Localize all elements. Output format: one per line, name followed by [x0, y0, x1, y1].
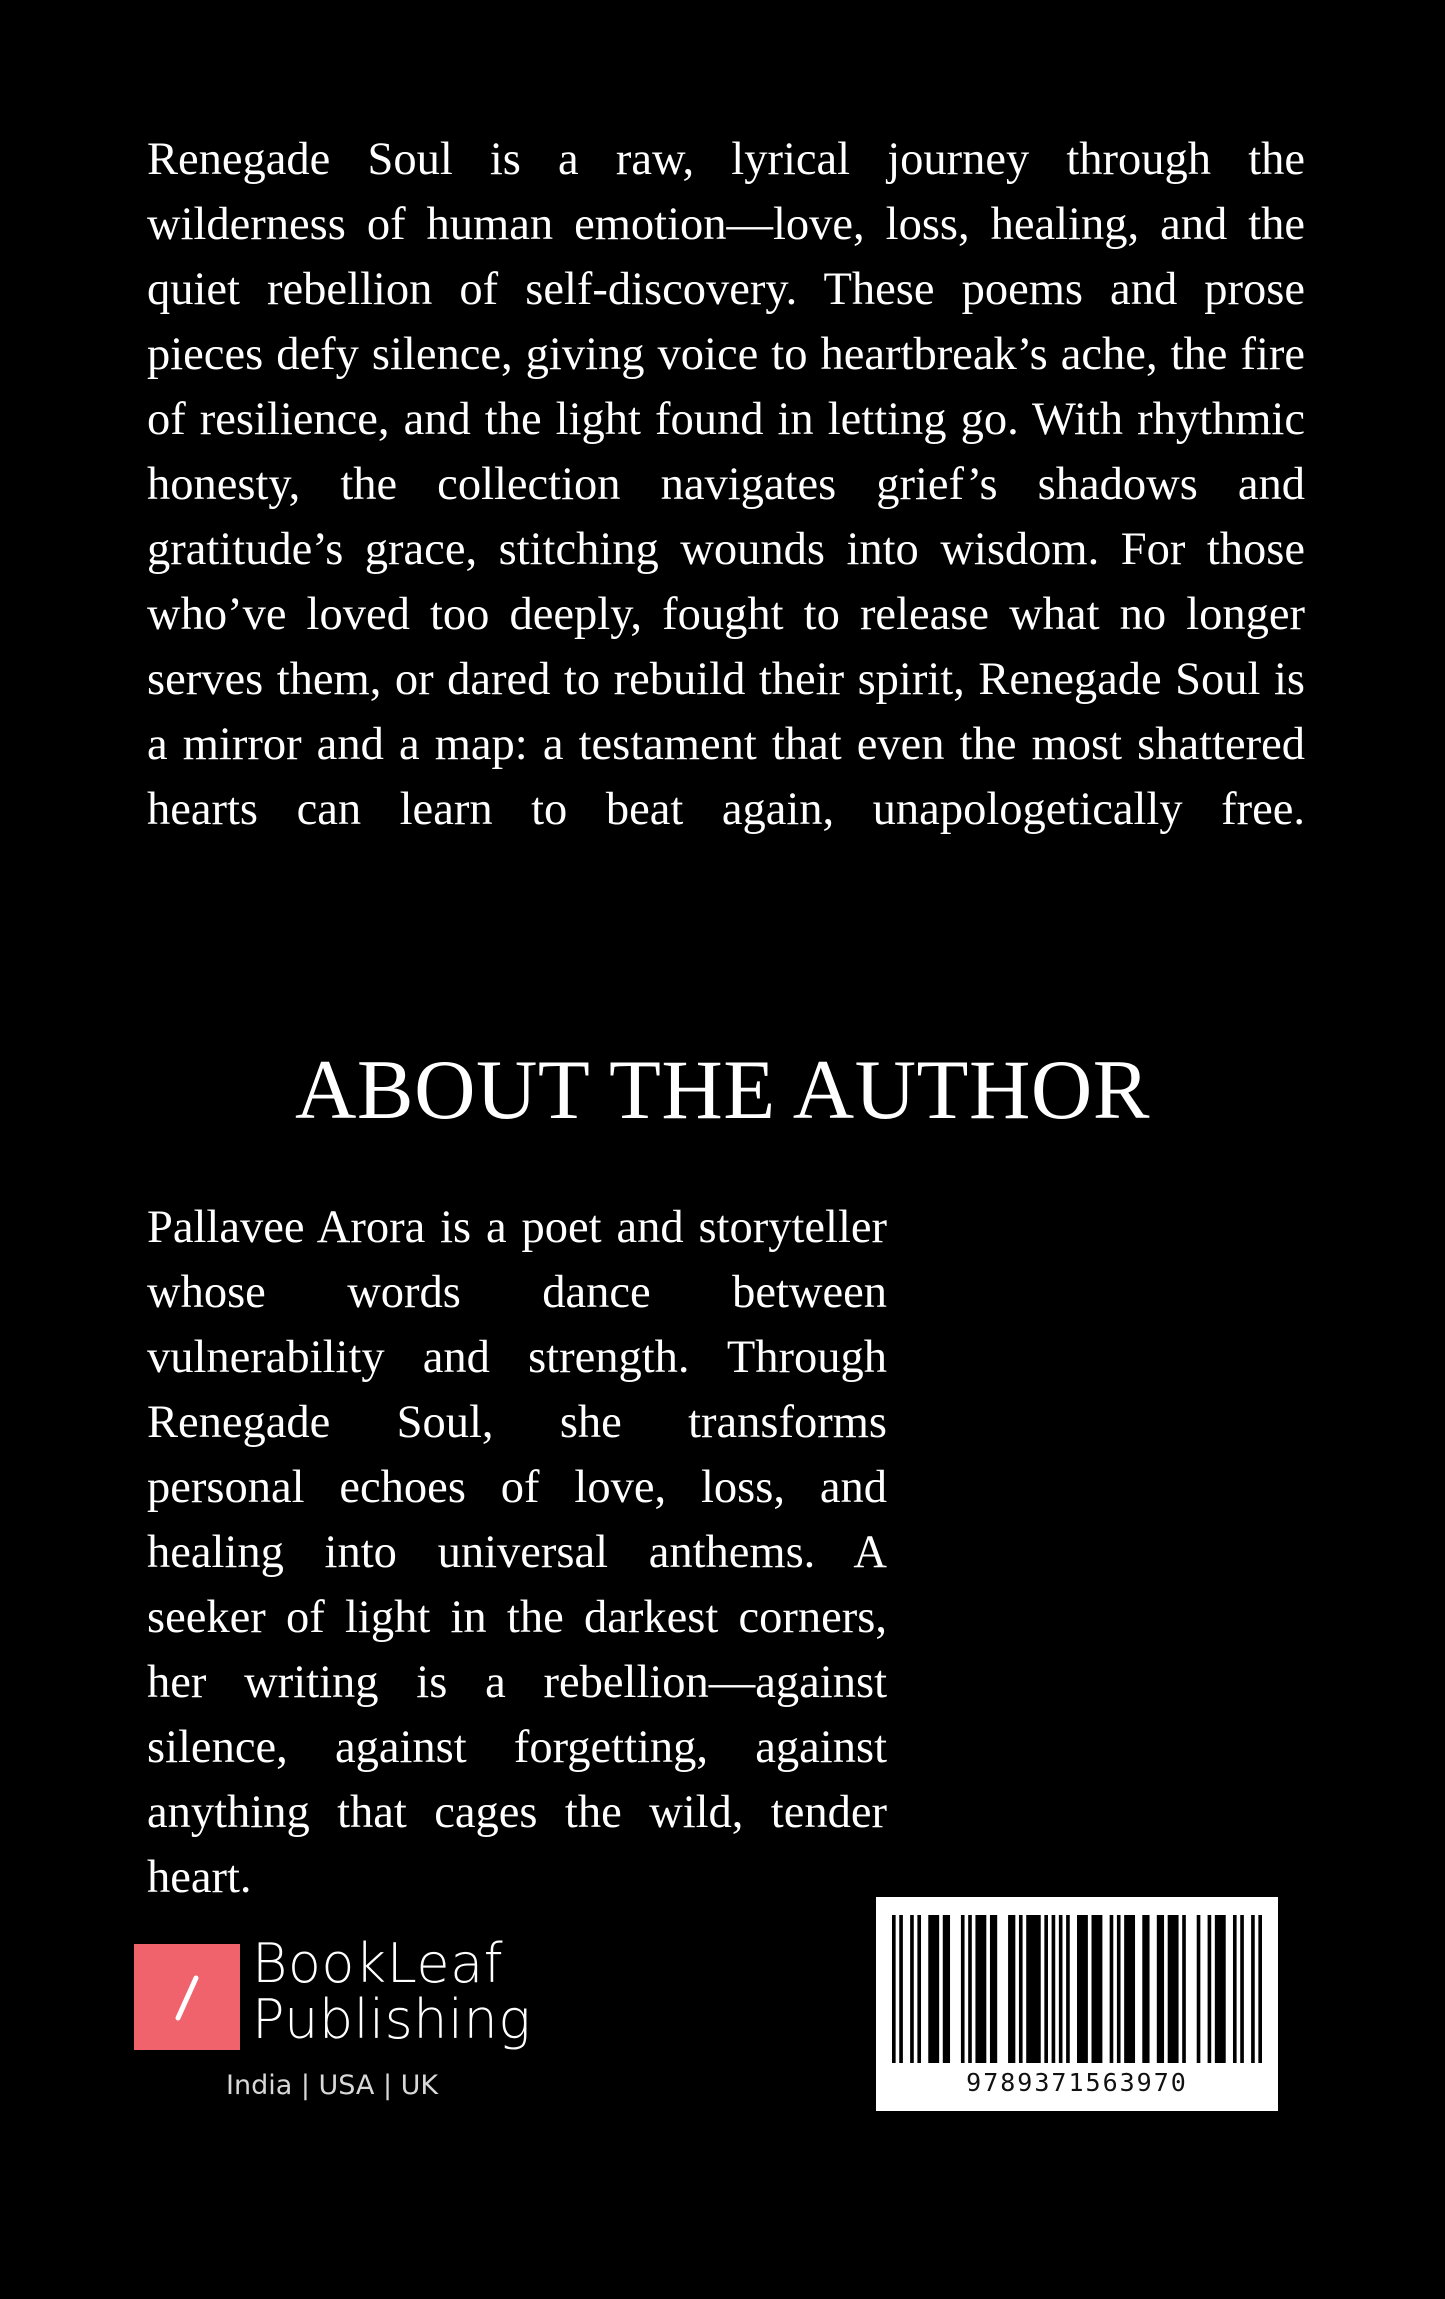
barcode-bar	[1233, 1915, 1237, 2063]
book-blurb: Renegade Soul is a raw, lyrical journey through the wilderness of human emotion—love, loss, healing, and the quiet rebellion of self-discovery. These poems and prose pieces defy silence, giving voice to heartbreak’s ache, the fire of resilience, and the light found in letting go. With rhythmic honesty, the collection navigates grief’s shadows and gratitude’s grace, stitching wounds into wisdom. For those who’ve loved too deeply, fought to release what no longer serves them, or dared to rebuild their spirit, Renegade Soul is a mirror and a map: a testament that even the most shattered hearts can learn to beat again, unapologetically free.	[147, 134, 1305, 835]
publisher-regions: India | USA | UK	[226, 2070, 439, 2101]
barcode-bar	[1157, 1915, 1164, 2063]
barcode-bar	[975, 1915, 986, 2063]
barcode-bar	[928, 1915, 939, 2063]
barcode-bar	[943, 1915, 950, 2063]
publisher-name-line1: BookLeaf	[252, 1932, 504, 1995]
barcode-bar	[1110, 1915, 1114, 2063]
isbn-barcode	[876, 1897, 1278, 2111]
publisher-logo	[134, 1932, 554, 2122]
barcode-bar	[961, 1915, 965, 2063]
barcode-bar	[892, 1915, 896, 2063]
barcode-bar	[910, 1915, 914, 2063]
barcode-bar	[1208, 1915, 1212, 2063]
barcode-bar	[990, 1915, 997, 2063]
barcode-bar	[1052, 1915, 1056, 2063]
publisher-slash-icon	[134, 1944, 240, 2050]
barcode-bar	[1215, 1915, 1226, 2063]
barcode-bar	[1059, 1915, 1063, 2063]
barcode-bar	[899, 1915, 903, 2063]
barcode-bar	[1168, 1915, 1179, 2063]
barcode-bar	[1026, 1915, 1041, 2063]
barcode-bar	[1066, 1915, 1070, 2063]
barcode-bar	[1258, 1915, 1262, 2063]
barcode-bar	[1092, 1915, 1103, 2063]
barcode-bar	[1077, 1915, 1088, 2063]
publisher-name	[252, 1932, 532, 2051]
barcode-bar	[1182, 1915, 1186, 2063]
barcode-bar	[917, 1915, 921, 2063]
barcode-bar	[1197, 1915, 1201, 2063]
barcode-bar	[1251, 1915, 1255, 2063]
barcode-bar	[1019, 1915, 1023, 2063]
isbn-number: 9789371563970	[966, 2068, 1188, 2097]
about-the-author-heading: ABOUT THE AUTHOR	[295, 1043, 1150, 1137]
barcode-bar	[968, 1915, 972, 2063]
barcode-bar	[1142, 1915, 1149, 2063]
barcode-bar	[1124, 1915, 1135, 2063]
barcode-bar	[1240, 1915, 1244, 2063]
publisher-name-line2: Publishing	[252, 1988, 532, 2051]
barcode-bar	[1008, 1915, 1015, 2063]
author-bio: Pallavee Arora is a poet and storyteller whose words dance between vulnerability and strength. Through Renegade Soul, she transforms personal echoes of love, loss, and healing into universal anthems. A seeker of light in the darkest corners, her writing is a rebellion—against silence, against forgetting, against anything that cages the wild, tender heart.	[147, 1202, 887, 1903]
barcode-bar	[1044, 1915, 1048, 2063]
barcode-bar	[1117, 1915, 1121, 2063]
